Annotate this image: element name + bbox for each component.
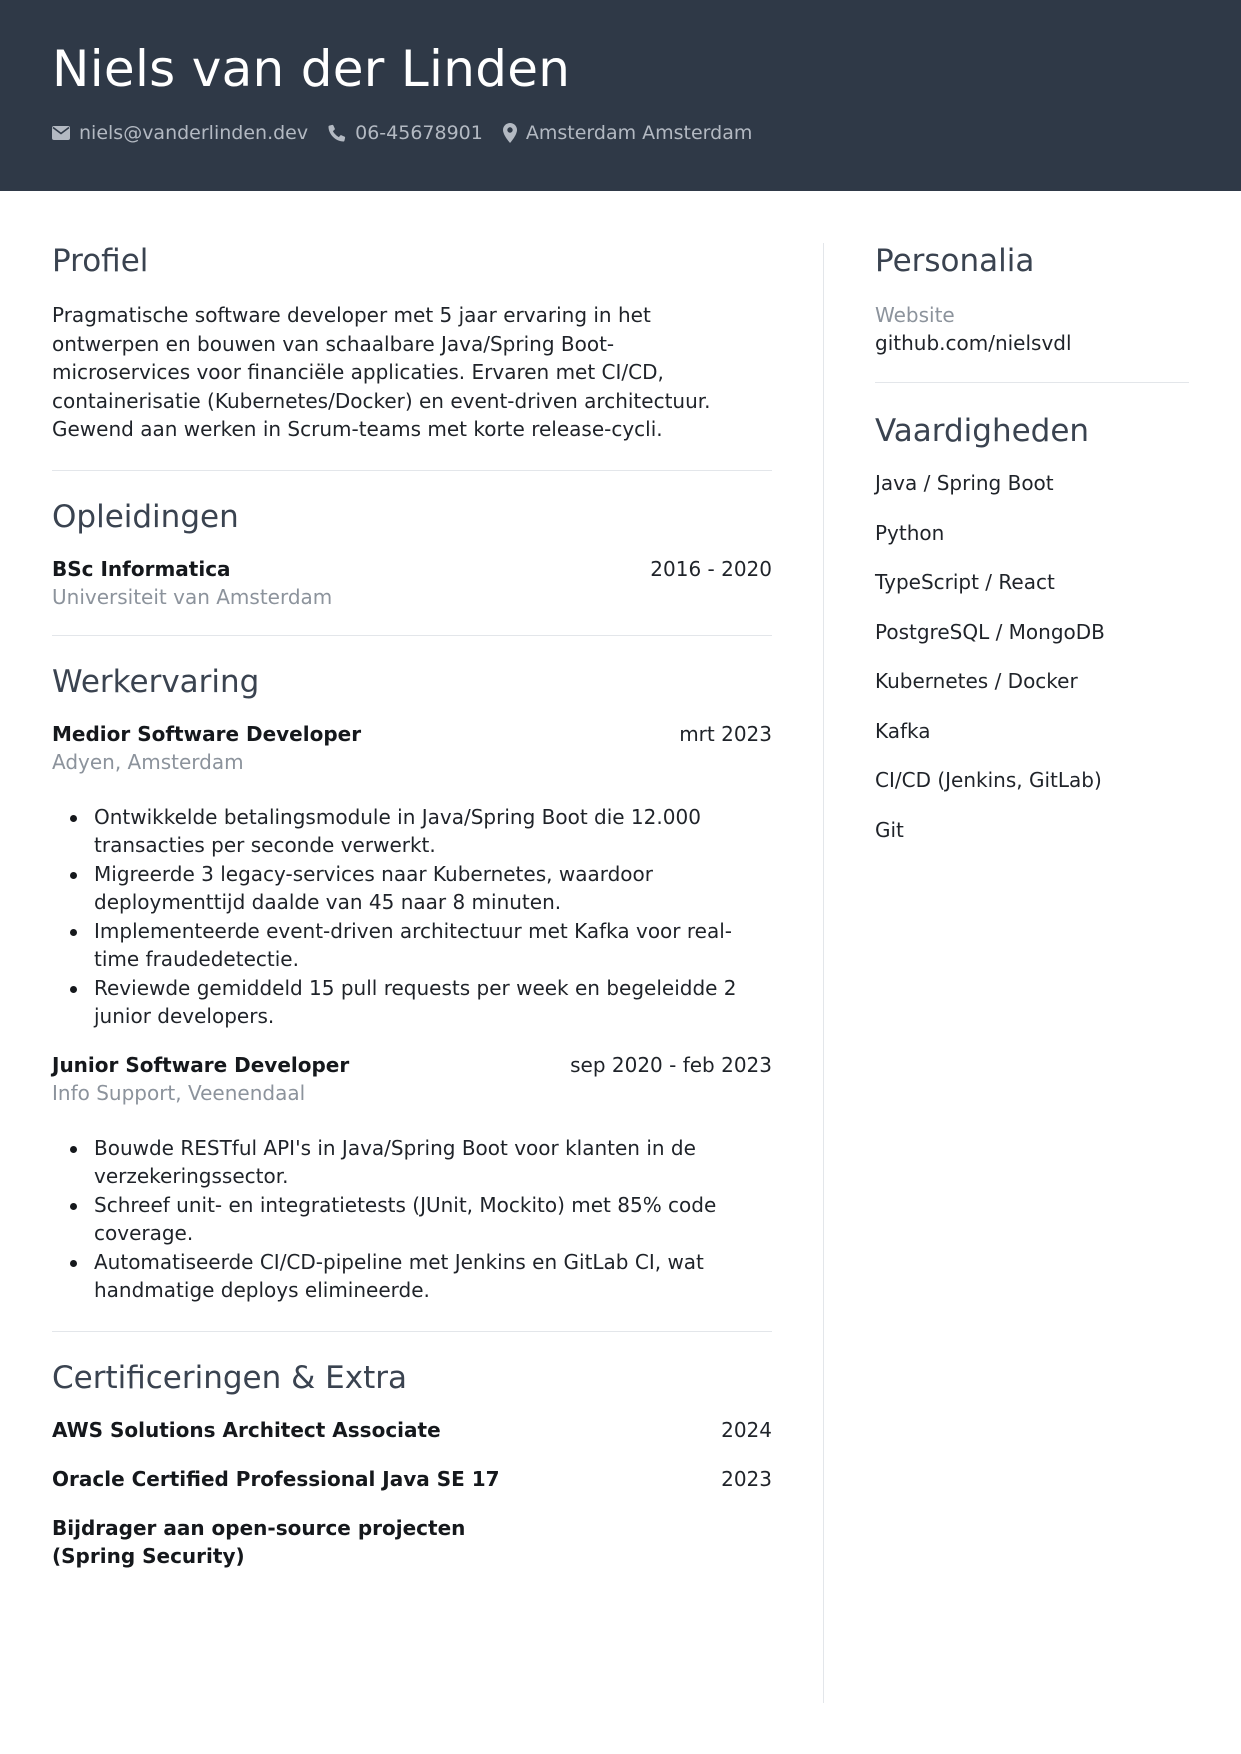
certification-item [52, 1514, 772, 1570]
job-bullet: Bouwde RESTful API's in Java/Spring Boot voor klanten in de verzekeringssector. [52, 1134, 772, 1191]
skill-item: TypeScript / React [875, 570, 1055, 594]
job-bullet: Migreerde 3 legacy-services naar Kubernetes, waardoor deploymenttijd daalde van 45 naar 8 minuten. [52, 860, 772, 917]
certification-name-line: Bijdrager aan open-source projecten [52, 1515, 466, 1540]
section-divider [875, 382, 1189, 383]
skill-item: Java / Spring Boot [875, 471, 1054, 495]
contact-email-text: niels@vanderlinden.dev [79, 122, 309, 144]
skill-item: PostgreSQL / MongoDB [875, 619, 1105, 644]
job-bullets [52, 1134, 772, 1305]
contact-email[interactable] [52, 122, 308, 144]
job-bullet: Implementeerde event-driven architectuur met Kafka voor real- time fraudedetectie. [52, 917, 772, 974]
section-title-profile: Profiel [52, 243, 149, 279]
certification-year: 2023 [721, 1466, 772, 1491]
job-period: mrt 2023 [679, 721, 772, 746]
job-period: sep 2020 - feb 2023 [570, 1052, 772, 1077]
section-title-personal: Personalia [875, 243, 1035, 279]
job-entry [52, 1051, 772, 1305]
phone-icon [328, 124, 346, 142]
skills-section [875, 413, 1189, 865]
job-role: Medior Software Developer [52, 721, 362, 746]
section-title-skills: Vaardigheden [875, 413, 1090, 449]
certification-name: AWS Solutions Architect Associate [52, 1417, 441, 1442]
header-banner [0, 0, 1241, 191]
skills-list [875, 469, 1189, 865]
website-label: Website [875, 303, 955, 327]
skill-item: Git [875, 817, 904, 842]
certification-item [52, 1416, 772, 1444]
education-entry [52, 555, 772, 611]
skill-item: CI/CD (Jenkins, GitLab) [875, 768, 1102, 792]
job-bullet: Schreef unit- en integratietests (JUnit, Mockito) met 85% code coverage. [52, 1191, 772, 1248]
section-divider [52, 635, 772, 636]
education-school: Universiteit van Amsterdam [52, 584, 333, 609]
candidate-name: Niels van der Linden [52, 40, 571, 98]
education-years: 2016 - 2020 [650, 556, 772, 581]
job-bullet: Ontwikkelde betalingsmodule in Java/Spring Boot die 12.000 transacties per seconde verwerkt. [52, 803, 772, 860]
envelope-icon [52, 126, 70, 140]
certification-item [52, 1465, 772, 1493]
profile-line: Pragmatische software developer met 5 jaar ervaring in het [52, 303, 651, 327]
profile-line: Gewend aan werken in Scrum-teams met korte release-cycli. [52, 417, 663, 441]
job-role: Junior Software Developer [52, 1052, 350, 1077]
section-divider [52, 1331, 772, 1332]
skill-item: Kafka [875, 718, 931, 743]
certifications-section [52, 1360, 772, 1570]
contact-phone[interactable] [328, 122, 483, 144]
certification-name-line: (Spring Security) [52, 1543, 245, 1568]
certification-name: Oracle Certified Professional Java SE 17 [52, 1466, 500, 1491]
job-bullets [52, 803, 772, 1031]
skill-item: Python [875, 520, 945, 545]
job-bullet: Automatiseerde CI/CD-pipeline met Jenkins en GitLab CI, wat handmatige deploys elimineerde. [52, 1248, 772, 1305]
website-link[interactable]: github.com/nielsvdl [875, 331, 1072, 355]
sidebar-column [875, 243, 1189, 865]
profile-line: ontwerpen en bouwen van schaalbare Java/Spring Boot- [52, 331, 615, 356]
section-divider [52, 470, 772, 471]
map-pin-icon [503, 123, 517, 143]
contact-row [52, 122, 752, 144]
column-divider [823, 243, 824, 1703]
contact-phone-text: 06-45678901 [355, 122, 483, 144]
contact-location-text: Amsterdam Amsterdam [525, 122, 753, 144]
main-column [52, 243, 772, 1570]
profile-line: containerisatie (Kubernetes/Docker) en event-driven architectuur. [52, 388, 711, 413]
section-title-certifications: Certificeringen & Extra [52, 1359, 407, 1396]
job-bullet: Reviewde gemiddeld 15 pull requests per week en begeleidde 2 junior developers. [52, 974, 772, 1031]
skill-item: Kubernetes / Docker [875, 669, 1078, 693]
job-company: Adyen, Amsterdam [52, 749, 244, 774]
job-entry [52, 720, 772, 1031]
personal-section [875, 243, 1189, 383]
job-company: Info Support, Veenendaal [52, 1080, 306, 1105]
contact-location [503, 122, 753, 144]
education-degree: BSc Informatica [52, 556, 231, 581]
education-section [52, 499, 772, 636]
profile-section [52, 243, 772, 471]
certification-year: 2024 [721, 1417, 772, 1442]
profile-text [52, 301, 772, 444]
experience-section [52, 664, 772, 1332]
section-title-education: Opleidingen [52, 498, 239, 535]
section-title-experience: Werkervaring [52, 663, 260, 700]
profile-line: microservices voor financiële applicaties. Ervaren met CI/CD, [52, 360, 664, 384]
